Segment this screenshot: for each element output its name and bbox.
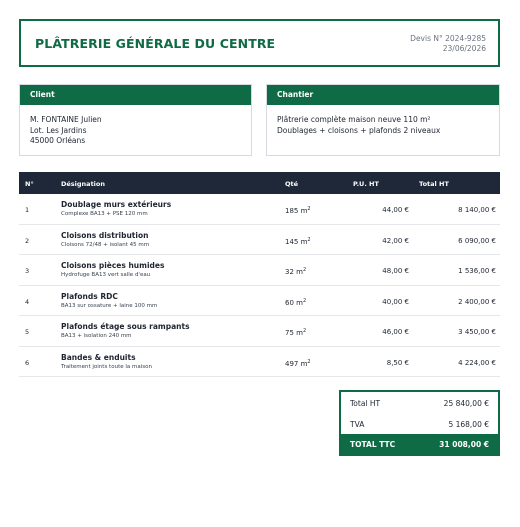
site-box-title: Chantier — [267, 85, 499, 105]
row-unit-price: 48,00 € — [382, 267, 409, 275]
client-box — [19, 84, 252, 156]
row-qty: 145 $m^2$ — [285, 236, 311, 246]
total-ht-label: Total HT — [350, 399, 381, 408]
quote-table — [19, 172, 500, 377]
row-qty: 75 $m^2$ — [285, 328, 307, 337]
client-name: M. FONTAINE Julien — [30, 115, 102, 124]
row-title: Cloisons pièces humides — [61, 261, 165, 270]
row-title: Bandes & enduits — [61, 352, 136, 362]
col-qty: Qté — [285, 180, 299, 188]
quote-meta — [410, 34, 486, 54]
row-subtitle: Traitement joints toute la maison — [61, 363, 152, 370]
row-subtitle: Cloisons 72/48 + isolant 45 mm — [61, 241, 150, 248]
row-total: 2 400,00 € — [458, 297, 496, 306]
totals-box — [339, 390, 500, 456]
row-subtitle: Hydrofuge BA13 vert salle d'eau — [61, 272, 151, 278]
row-qty: 185 $m^2$ — [285, 206, 311, 215]
col-unit-price: P.U. HT — [353, 180, 379, 188]
row-unit-price: 42,00 € — [382, 236, 409, 245]
row-number: 2 — [25, 236, 30, 245]
tva-label: TVA — [350, 420, 365, 429]
row-unit-price: 44,00 € — [382, 206, 409, 214]
row-number: 4 — [25, 297, 30, 306]
client-box-title: Client — [20, 85, 251, 105]
company-name: PLÂTRERIE GÉNÉRALE DU CENTRE — [35, 36, 276, 51]
row-total: 1 536,00 € — [458, 267, 496, 275]
row-unit-price: 8,50 € — [386, 358, 409, 367]
site-line-2: Doublages + cloisons + plafonds 2 niveaux — [277, 125, 441, 135]
tva-value: 5 168,00 € — [448, 420, 489, 429]
row-number: 5 — [25, 328, 30, 336]
total-ht-row — [341, 392, 498, 413]
row-qty: 32 $m^2$ — [285, 267, 307, 276]
row-title: Plafonds RDC — [61, 291, 118, 301]
row-total: 4 224,00 € — [458, 358, 496, 367]
row-number: 6 — [25, 358, 30, 367]
quote-date: 23/06/2026 — [442, 44, 486, 53]
row-subtitle: BA13 + isolation 240 mm — [61, 333, 132, 339]
col-designation: Désignation — [61, 180, 105, 188]
col-num: N° — [25, 180, 34, 188]
total-ttc-value: 31 008,00 € — [439, 440, 489, 449]
row-subtitle: Complexe BA13 + PSE 120 mm — [61, 211, 148, 217]
site-box — [266, 84, 500, 156]
row-total: 6 090,00 € — [458, 236, 496, 245]
row-title: Doublage murs extérieurs — [61, 200, 172, 209]
table-header — [19, 172, 500, 194]
quote-header — [19, 19, 500, 67]
table-row — [19, 347, 500, 378]
row-qty: 497 $m^2$ — [285, 358, 311, 368]
row-qty: 60 $m^2$ — [285, 297, 307, 307]
row-total: 3 450,00 € — [458, 328, 496, 336]
total-ttc-row — [341, 434, 498, 454]
row-subtitle: BA13 sur ossature + laine 100 mm — [61, 302, 158, 309]
table-row — [19, 316, 500, 347]
row-total: 8 140,00 € — [458, 206, 496, 214]
row-number: 1 — [25, 206, 30, 214]
row-title: Plafonds étage sous rampants — [61, 322, 190, 331]
table-row — [19, 194, 500, 225]
client-city: 45000 Orléans — [30, 136, 86, 145]
row-title: Cloisons distribution — [61, 230, 149, 240]
client-address: Lot. Les Jardins — [30, 125, 87, 135]
row-number: 3 — [25, 267, 30, 275]
site-line-1: Plâtrerie complète maison neuve 110 m² — [277, 115, 431, 124]
total-ht-value: 25 840,00 € — [443, 399, 489, 408]
total-ttc-label: TOTAL TTC — [350, 440, 396, 449]
row-unit-price: 46,00 € — [382, 328, 409, 336]
table-row — [19, 255, 500, 286]
table-row — [19, 225, 500, 256]
row-unit-price: 40,00 € — [382, 297, 409, 306]
quote-number: Devis N° 2024-9285 — [410, 34, 486, 43]
tva-row — [341, 413, 498, 434]
table-row — [19, 286, 500, 317]
col-total: Total HT — [419, 180, 449, 188]
